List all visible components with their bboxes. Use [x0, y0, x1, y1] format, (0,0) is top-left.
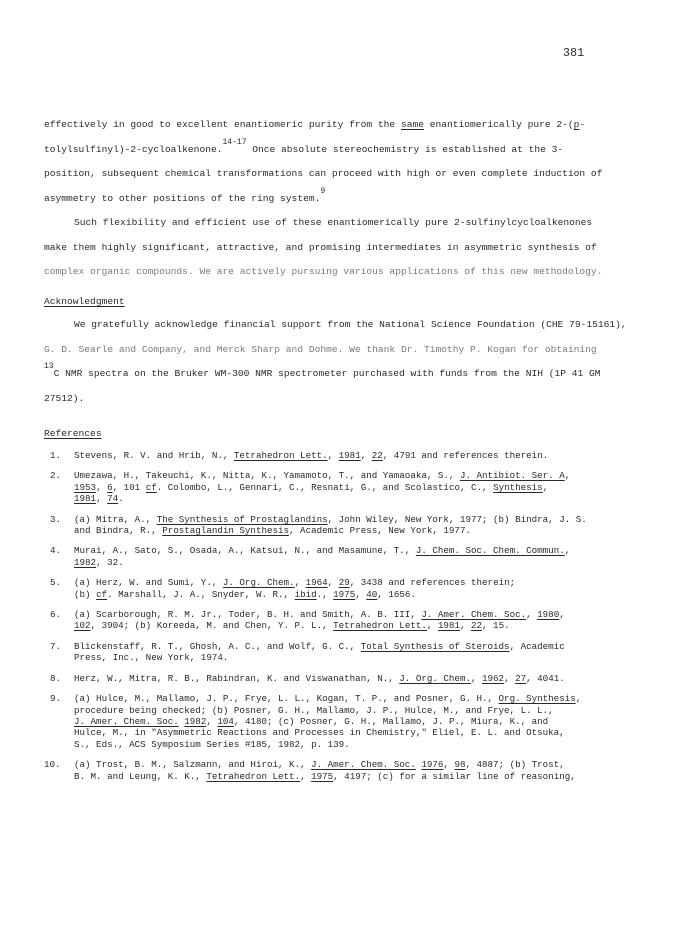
text-line: $^{13}$C NMR spectra on the Bruker WM-300 NMR spectrometer purchased with funds from the NIH (1P 41 GM [44, 362, 601, 379]
reference-item: 5. (a) Herz, W. and Sumi, Y., J. Org. Chem., 1964, 29, 3438 and references therein; (b) cf. Marshall, J. A., Snyder, W. R., ibid., 1975, 40, 1656. [50, 577, 516, 600]
reference-number: 8. [50, 672, 62, 684]
text-line: asymmetry to other positions of the ring system.$^9$ [44, 186, 326, 204]
reference-item: 3. (a) Mitra, A., The Synthesis of Prostaglandins, John Wiley, New York, 1977; (b) Bindra, J. S. and Bindra, R., Prostaglandin Synthesis, Academic Press, New York, 1977. [50, 513, 587, 537]
references-heading: References [44, 428, 102, 439]
body-paragraph-2 [44, 211, 626, 285]
text-line: 27512). [44, 392, 85, 404]
text-line: make them highly significant, attractive, and promising intermediates in asymmetric synthesis of [44, 241, 597, 253]
text-line: Such flexibility and efficient use of these enantiomerically pure 2-sulfinylcycloalkenones [74, 217, 593, 228]
reference-number: 2. [50, 470, 62, 482]
reference-item: 2. Umezawa, H., Takeuchi, K., Nitta, K., Yamamoto, T., and Yamaoaka, S., J. Antibiot. Ser. A, 1953, 6, 101 cf. Colombo, L., Gennari, C., Resnati, G., and Scolastico, C., Synthesis, 1981, 74. [50, 470, 571, 505]
reference-number: 7. [50, 640, 62, 652]
text-line: We gratefully acknowledge financial support from the National Science Foundation (CHE 79-15161), [74, 319, 627, 330]
page-number: 381 [563, 47, 585, 60]
text-line: position, subsequent chemical transformations can proceed with high or even complete induction of [44, 168, 603, 179]
reference-number: 4. [50, 545, 62, 557]
body-paragraph-1 [44, 113, 626, 211]
reference-number: 6. [50, 609, 62, 621]
reference-item: 9. (a) Hulce, M., Mallamo, J. P., Frye, L. L., Kogan, T. P., and Posner, G. H., Org. Synthesis, procedure being checked; (b) Posner, G. H., Mallamo, J. P., Hulce, M., and Frye, L. L., J. Amer. Chem. Soc. 1982, 104, 4180; (c) Posner, G. H., Mallamo, J. P., Miura, K., and Hulce, M., in "Asymmetric Reactions and Processes in Chemistry," Eliel, E. L. and Otsuka, S., Eds., ACS Symposium Series #185, 1982, p. 139. [50, 693, 582, 750]
reference-item: 4. Murai, A., Sato, S., Osada, A., Katsui, N., and Masamune, T., J. Chem. Soc. Chem. Commun., 1982, 32. [50, 545, 571, 568]
reference-number: 10. [44, 759, 61, 771]
reference-number: 5. [50, 577, 62, 589]
reference-item: 8. Herz, W., Mitra, R. B., Rabindran, K. and Viswanathan, N., J. Org. Chem., 1962, 27, 4041. [50, 672, 565, 684]
text-line: complex organic compounds. We are actively pursuing various applications of this new methodology. [44, 266, 603, 277]
text-line: tolylsulfinyl)-2-cycloalkenone.$^{14-17}$ Once absolute stereochemistry is established at the 3- [44, 137, 564, 155]
acknowledgment-heading: Acknowledgment [44, 296, 125, 307]
acknowledgment-paragraph [44, 313, 626, 411]
references-list [44, 450, 644, 791]
reference-number: 9. [50, 693, 62, 705]
reference-item: 1. Stevens, R. V. and Hrib, N., Tetrahedron Lett., 1981, 22, 4791 and references therein. [50, 450, 549, 461]
reference-item: 10. (a) Trost, B. M., Salzmann, and Hiroi, K., J. Amer. Chem. Soc. 1976, 98, 4887; (b) Trost, B. M. and Leung, K. K., Tetrahedron Lett., 1975, 4197; (c) for a similar line of reasoning, [44, 759, 576, 782]
reference-number: 3. [50, 513, 62, 525]
reference-item: 6. (a) Scarborough, R. M. Jr., Toder, B. H. and Smith, A. B. III, J. Amer. Chem. Soc., 1980, 102, 3904; (b) Koreeda, M. and Chen, Y. P. L., Tetrahedron Lett., 1981, 22, 15. [50, 609, 565, 632]
reference-number: 1. [50, 450, 62, 461]
reference-item: 7. Blickenstaff, R. T., Ghosh, A. C., and Wolf, G. C., Total Synthesis of Steroids, Academic Press, Inc., New York, 1974. [50, 640, 565, 664]
text-line: G. D. Searle and Company, and Merck Sharp and Dohme. We thank Dr. Timothy P. Kogan for obtaining [44, 343, 597, 355]
text-line: effectively in good to excellent enantiomeric purity from the same enantiomerically pure 2-(p- [44, 119, 586, 130]
